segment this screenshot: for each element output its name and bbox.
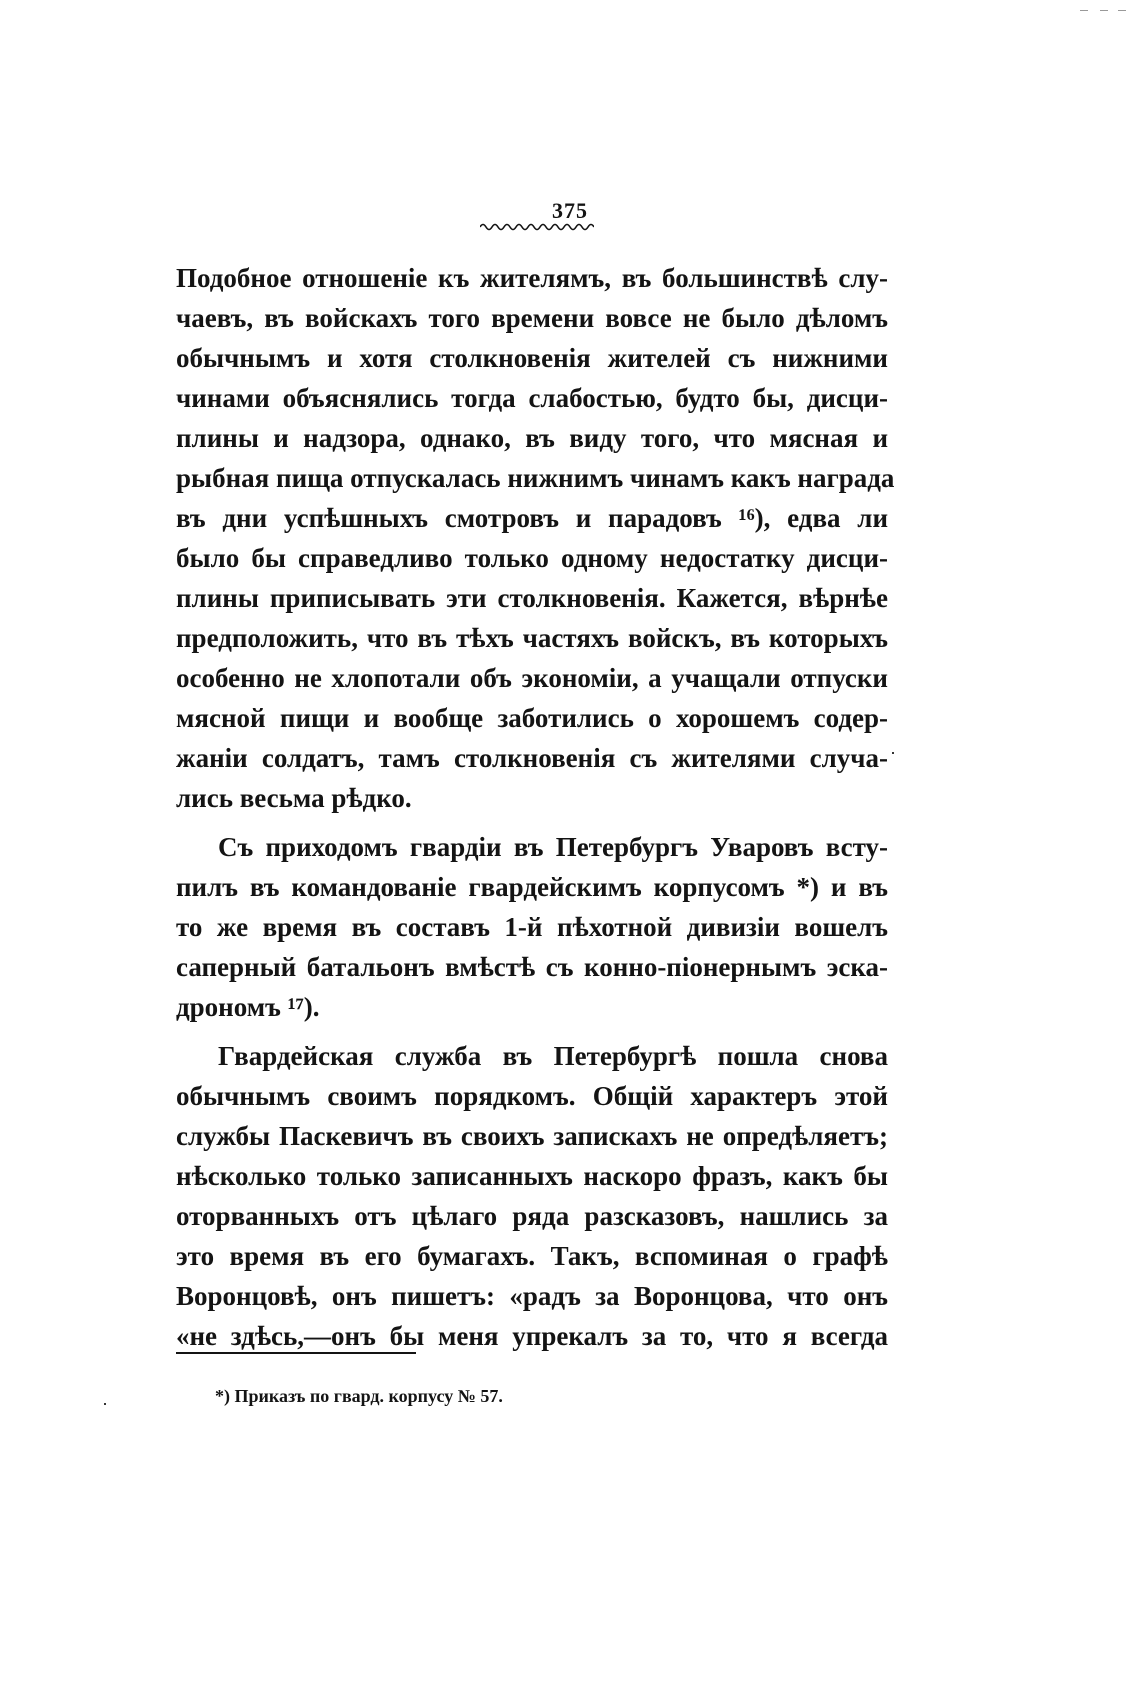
text-line: это время въ его бумагахъ. Такъ, вспоминая о графѣ (176, 1241, 888, 1271)
text-line: дрономъ ¹⁷). (176, 992, 320, 1022)
scan-speck (892, 752, 894, 754)
text-line: лись весьма рѣдко. (176, 783, 412, 813)
text-line: плины приписывать эти столкновенія. Кажется, вѣрнѣе (176, 583, 888, 613)
scan-speck (1080, 10, 1088, 11)
page-number: 375 (552, 198, 588, 223)
text-line: чаевъ, въ войскахъ того времени вовсе не было дѣломъ (176, 303, 888, 333)
text-line: Воронцовѣ, онъ пишетъ: «радъ за Воронцова, что онъ (176, 1281, 888, 1311)
text-line: обычнымъ и хотя столкновенія жителей съ нижними (176, 343, 888, 373)
text-line: особенно не хлопотали объ экономіи, а учащали отпуски (176, 663, 888, 693)
text-line: Гвардейская служба въ Петербургѣ пошла снова (218, 1041, 888, 1071)
scan-speck (1100, 10, 1108, 11)
text-line: пилъ въ командованіе гвардейскимъ корпусомъ *) и въ (176, 872, 888, 902)
text-line: то же время въ составъ 1-й пѣхотной дивизіи вошелъ (176, 912, 888, 942)
text-line: нѣсколько только записанныхъ наскоро фразъ, какъ бы (176, 1161, 888, 1191)
text-line: плины и надзора, однако, въ виду того, что мясная и (176, 423, 888, 453)
text-line: было бы справедливо только одному недостатку дисци- (176, 543, 888, 573)
text-line: въ дни успѣшныхъ смотровъ и парадовъ ¹⁶), едва ли (176, 503, 888, 533)
text-line: рыбная пища отпускалась нижнимъ чинамъ какъ награда (176, 463, 895, 493)
wavy-rule-ornament (480, 222, 594, 232)
text-line: службы Паскевичъ въ своихъ запискахъ не опредѣляетъ; (176, 1121, 888, 1151)
text-line: обычнымъ своимъ порядкомъ. Общій характеръ этой (176, 1081, 888, 1111)
body-text (176, 258, 895, 1356)
text-line: Подобное отношеніе къ жителямъ, въ большинствѣ слу- (176, 263, 888, 293)
text-line: чинами объяснялись тогда слабостью, будто бы, дисци- (176, 383, 888, 413)
footnote-divider (176, 1352, 416, 1354)
footnote: *) Приказъ по гвард. корпусу № 57. (215, 1386, 503, 1406)
text-line: Съ приходомъ гвардіи въ Петербургъ Уваровъ всту- (218, 832, 888, 862)
text-line: «не здѣсь,—онъ бы меня упрекалъ за то, что я всегда (176, 1321, 888, 1351)
scan-speck (1118, 10, 1126, 11)
text-line: мясной пищи и вообще заботились о хорошемъ содер- (176, 703, 888, 733)
text-line: саперный батальонъ вмѣстѣ съ конно-піонернымъ эска- (176, 952, 888, 982)
text-line: жаніи солдатъ, тамъ столкновенія съ жителями случа- (176, 743, 888, 773)
paragraph-gap (176, 818, 888, 827)
scan-speck (104, 1403, 106, 1405)
text-line: предположить, что въ тѣхъ частяхъ войскъ, въ которыхъ (176, 623, 888, 653)
paragraph-gap (176, 1027, 888, 1036)
text-line: оторванныхъ отъ цѣлаго ряда разсказовъ, нашлись за (176, 1201, 888, 1231)
